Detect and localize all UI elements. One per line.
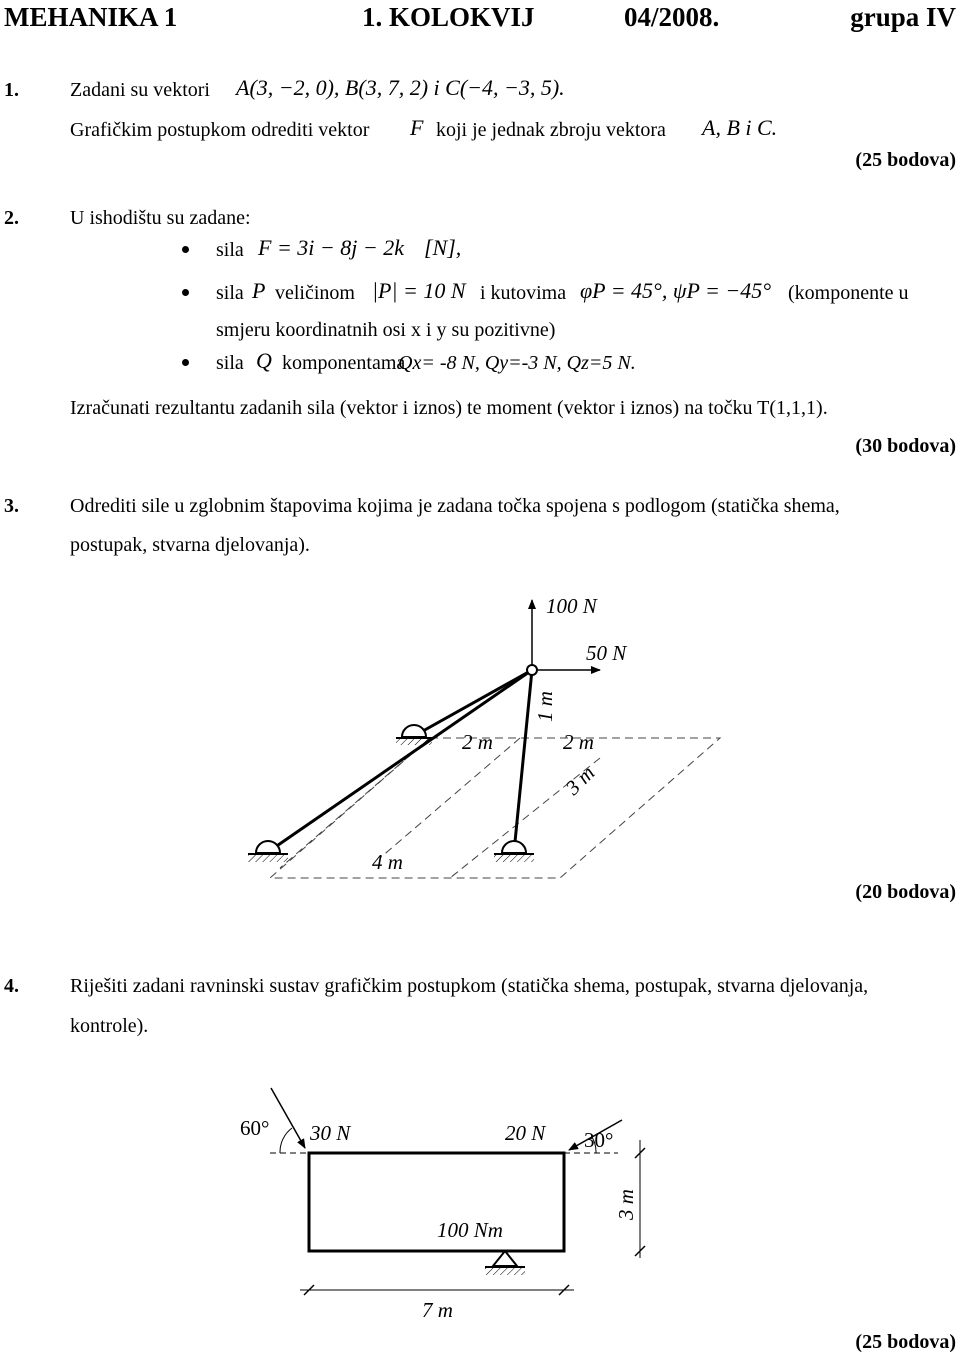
task4-number: 4. [4,975,19,997]
task4-points: (25 bodova) [855,1331,956,1353]
label-angle-left: 60° [240,1116,270,1140]
task3-number: 3. [4,495,19,517]
exam-group: grupa IV [850,2,956,32]
task2-b3-mid: komponentama [282,352,406,374]
task2-b3-vector: Q [256,348,272,373]
task2-b3-label: sila [216,352,244,374]
label-height-1m: 1 m [533,691,557,722]
task2-b1-label: sila [216,239,244,261]
exam-title: 1. KOLOKVIJ [362,2,535,32]
label-dim-bottom: 4 m [372,850,403,874]
label-50n: 50 N [586,641,627,665]
task2-b2-tail: (komponente u [788,282,909,304]
task2-intro: U ishodištu su zadane: [70,207,251,229]
task3-line2: postupak, stvarna djelovanja). [70,534,310,556]
task1-vectors: A(3, −2, 0), B(3, 7, 2) i C(−4, −3, 5). [236,75,565,100]
label-dim-diag: 3 m [560,760,600,800]
course-title: MEHANIKA 1 [4,2,178,32]
task2-b2-label: sila [216,282,244,304]
task4-line1: Riješiti zadani ravninski sustav grafičkim postupkom (statička shema, postupak, stvarna djelovanja, [70,975,869,997]
exam-date: 04/2008. [624,2,720,32]
task1-line1-text: Zadani su vektori [70,79,210,101]
force-arrow-left [271,1088,305,1148]
task1-number: 1. [4,79,19,101]
task2-b1-unit: [N], [424,235,462,260]
task2-b3-values: Qx= -8 N, Qy=-3 N, Qz=5 N. [398,352,636,374]
task2-b2-angles-text: i kutovima [480,282,567,304]
task2-b2-cont: smjeru koordinatnih osi x i y su pozitivne) [216,319,556,341]
task2-number: 2. [4,207,19,229]
label-width-7m: 7 m [422,1298,453,1322]
task2-b2-mid: veličinom [275,282,355,304]
label-force-left: 30 N [310,1121,351,1145]
label-force-right: 20 N [505,1121,546,1145]
task1-vector-sum: A, B i C. [702,115,778,140]
label-dim-left: 2 m [462,730,493,754]
task2-b2-magnitude: |P| = 10 N [372,278,466,303]
task3-line1: Odrediti sile u zglobnim štapovima kojima je zadana točka spojena s podlogom (statička shema, [70,495,840,517]
task1-line2-text: Grafičkim postupkom odrediti vektor [70,119,370,141]
task2-b1-formula: F = 3i − 8j − 2k [258,235,404,260]
task3-points: (20 bodova) [855,881,956,903]
label-angle-right: 30° [584,1128,614,1152]
label-height-3m: 3 m [614,1189,638,1220]
task2-points: (30 bodova) [855,435,956,457]
label-100n: 100 N [546,594,597,618]
label-moment: 100 Nm [437,1218,503,1242]
task2-question: Izračunati rezultantu zadanih sila (vektor i iznos) te moment (vektor i iznos) na točku T(1,1,1). [70,397,828,419]
task1-line2-mid: koji je jednak zbroju vektora [436,119,666,141]
task2-b2-vector: P [252,278,266,303]
label-dim-right: 2 m [563,730,594,754]
task4-line2: kontrole). [70,1015,149,1037]
task2-b2-angles: φP = 45°, ψP = −45° [580,278,772,303]
support-icon [485,1251,525,1275]
task1-vector-f: F [410,115,424,140]
task1-points: (25 bodova) [855,149,956,171]
